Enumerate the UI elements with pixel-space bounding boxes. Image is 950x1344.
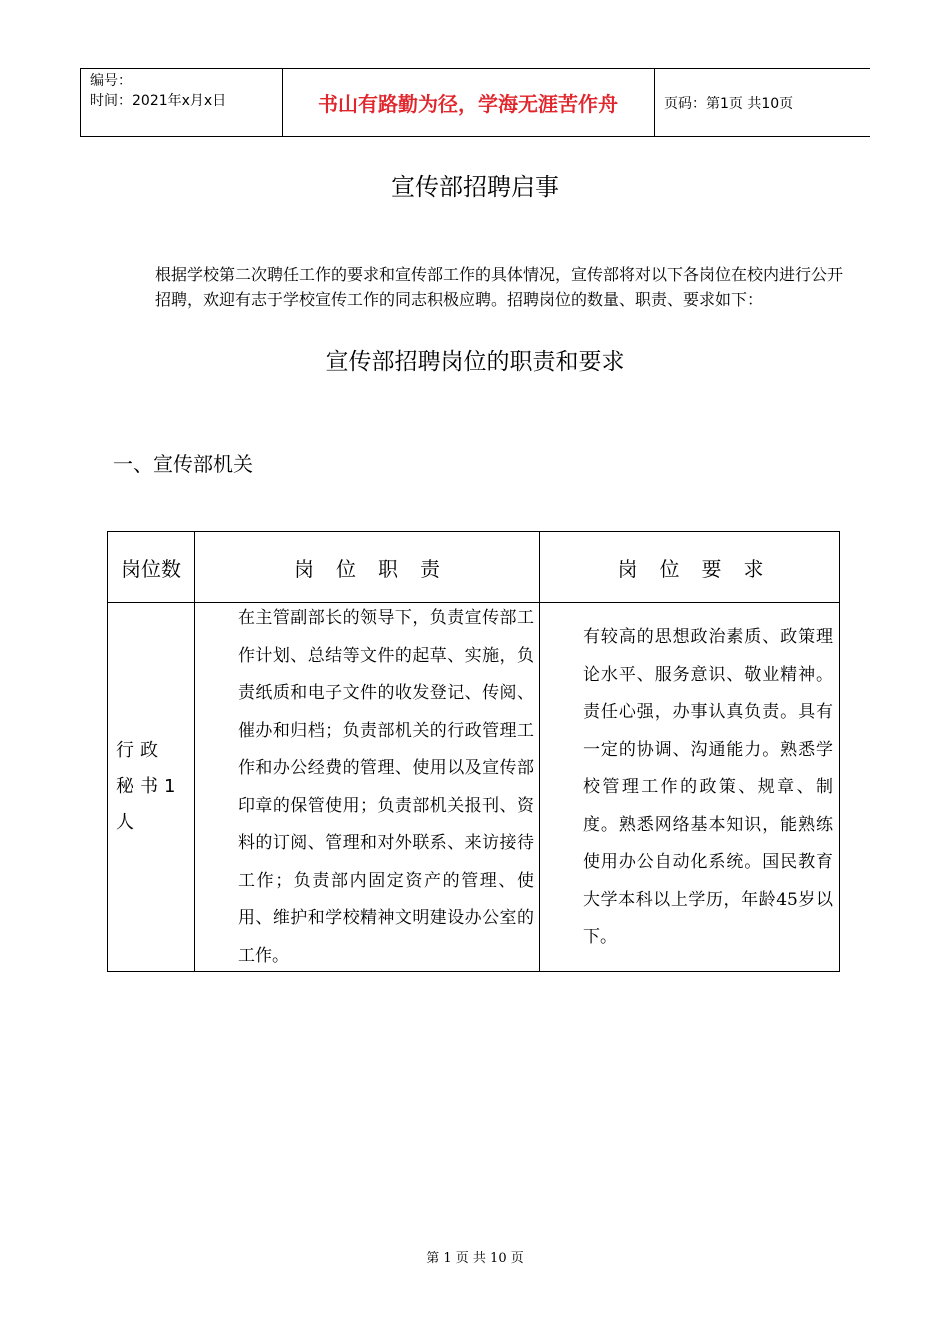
intro-paragraph bbox=[113, 262, 853, 312]
duties-text: 在主管副部长的领导下，负责宣传部工作计划、总结等文件的起草、实施，负责纸质和电子文件的收发登记、传阅、催办和归档；负责部机关的行政管理工作和办公经费的管理、使用以及宣传部印章的保管使用；负责部机关报刊、资料的订阅、管理和对外联系、来访接待工作；负责部内固定资产的管理、使用、维护和学校精神文明建设办公室的工作。 bbox=[238, 608, 534, 966]
subtitle: 宣传部招聘岗位的职责和要求 bbox=[325, 349, 625, 375]
header-page-info: 页码：第1页 共10页 bbox=[664, 95, 794, 112]
header-positions: 岗位数 bbox=[121, 556, 181, 581]
requirements-text: 有较高的思想政治素质、政策理论水平、服务意识、敬业精神。责任心强，办事认真负责。具有一定的协调、沟通能力。熟悉学校管理工作的政策、规章、制度。熟悉网络基本知识，能熟练使用办公自动化系统。国民教育大学本科以上学历，年龄45岁以下。 bbox=[583, 627, 833, 947]
positions-table bbox=[107, 531, 840, 972]
header-divider bbox=[80, 69, 81, 136]
document-header bbox=[80, 68, 870, 137]
page-footer: 第 1 页 共 10 页 bbox=[426, 1251, 524, 1266]
time-label: 时间：2021年x月x日 bbox=[90, 93, 227, 109]
header-meta bbox=[90, 71, 226, 111]
table-cell-position bbox=[108, 603, 194, 971]
table-cell-requirements bbox=[549, 619, 833, 957]
header-duties: 岗位职责 bbox=[294, 556, 462, 581]
table-cell-duties bbox=[204, 600, 534, 975]
page-title: 宣传部招聘启事 bbox=[391, 173, 559, 201]
section-heading: 一、宣传部机关 bbox=[113, 452, 253, 476]
intro-text: 根据学校第二次聘任工作的要求和宣传部工作的具体情况，宣传部将对以下各岗位在校内进行公开招聘，欢迎有志于学校宣传工作的同志积极应聘。招聘岗位的数量、职责、要求如下： bbox=[155, 265, 844, 309]
header-motto: 书山有路勤为径，学海无涯苦作舟 bbox=[318, 92, 618, 116]
header-divider bbox=[654, 69, 655, 136]
number-label: 编号： bbox=[90, 73, 132, 89]
position-text: 行政秘书1人 bbox=[116, 740, 182, 833]
header-requirements: 岗位要求 bbox=[617, 556, 786, 581]
